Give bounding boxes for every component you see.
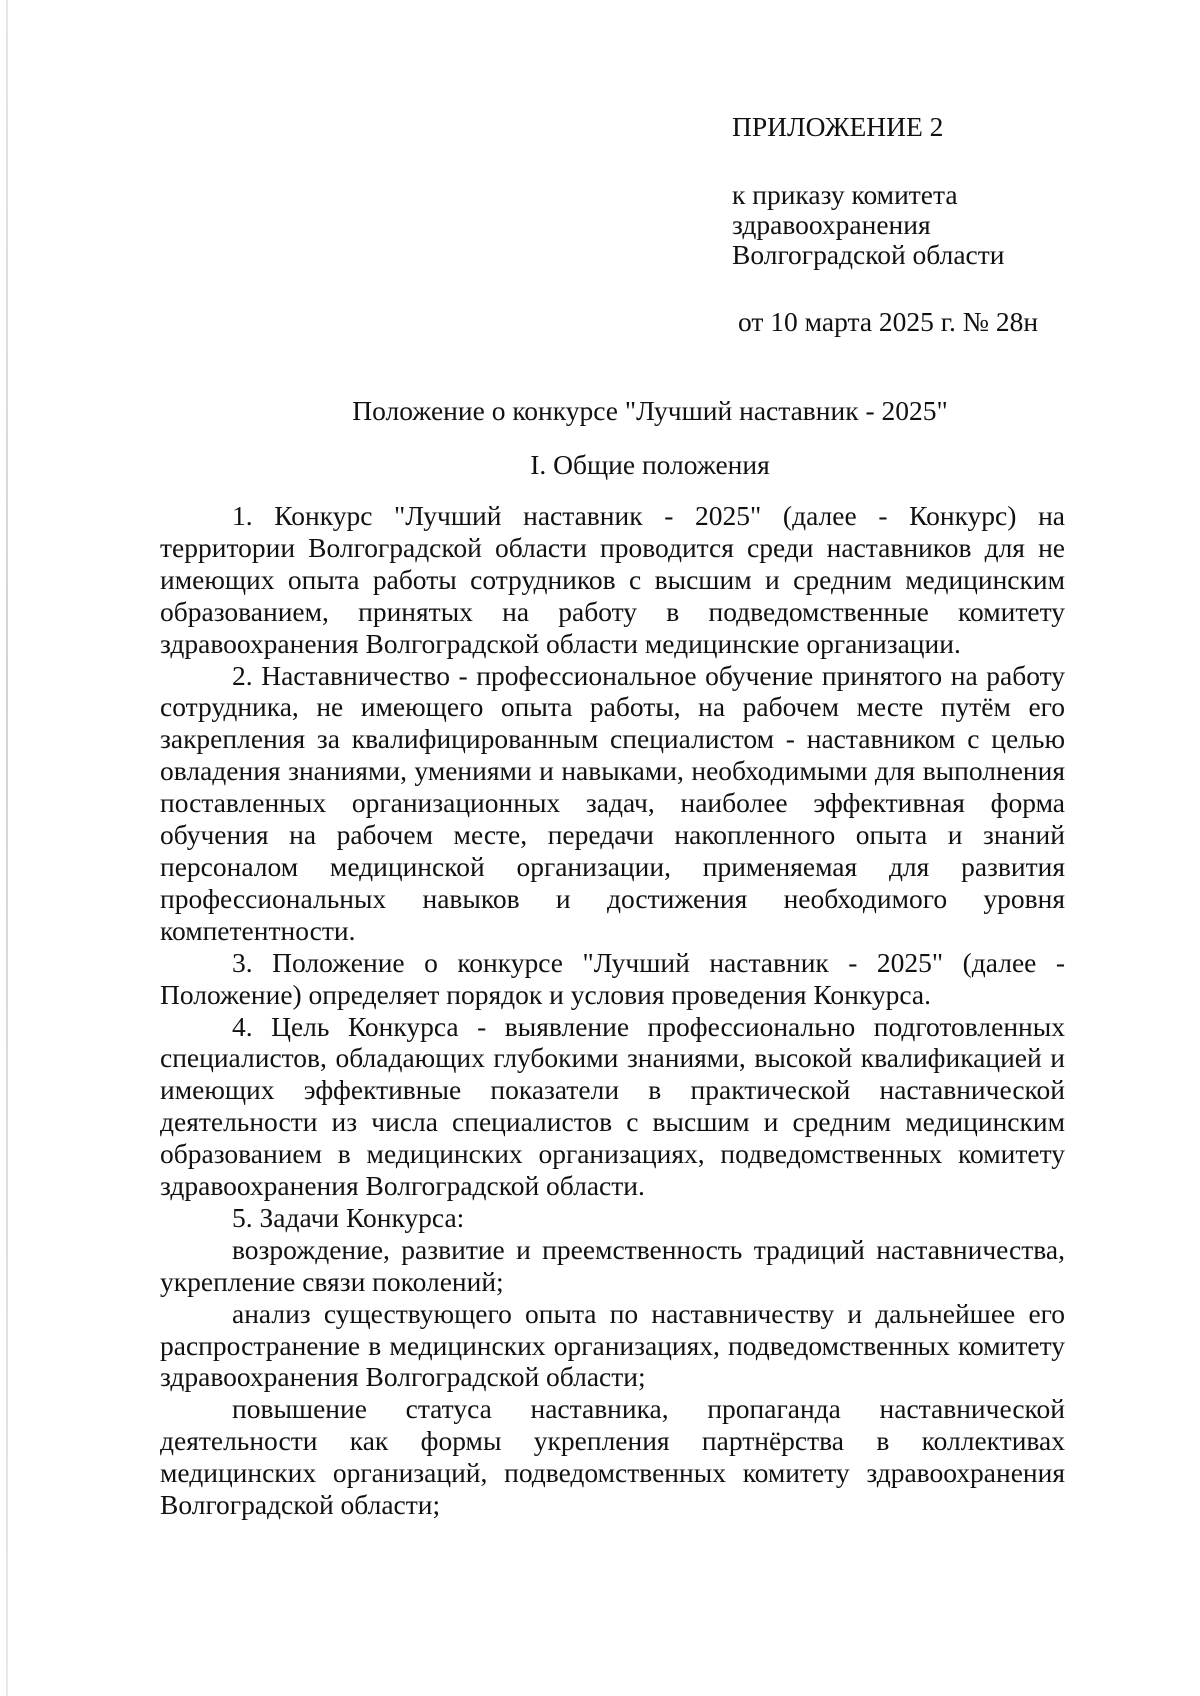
paragraph-4: 4. Цель Конкурса - выявление профессионально подготовленных специалистов, обладающих глубокими знаниями, высокой квалификацией и имеющих эффективные показатели в практической наставнической деятельности из числа специалистов с высшим и средним медицинским образованием в медицинских организациях, подведомственных комитету здравоохранения Волгоградской области.: [160, 1010, 1065, 1202]
task-item: повышение статуса наставника, пропаганда наставнической деятельности как формы укрепления партнёрства в коллективах медицинских организаций, подведомственных комитету здравоохранения Волгоградской области;: [160, 1393, 1065, 1521]
task-item: возрождение, развитие и преемственность традиций наставничества, укрепление связи поколений;: [160, 1233, 1065, 1297]
paragraph-1: 1. Конкурс "Лучший наставник - 2025" (далее - Конкурс) на территории Волгоградской области проводится среди наставников для не имеющих опыта работы сотрудников с высшим и средним медицинским образованием, принятых на работу в подведомственные комитету здравоохранения Волгоградской области медицинские организации.: [160, 500, 1065, 659]
paragraph-2: 2. Наставничество - профессиональное обучение принятого на работу сотрудника, не имеющего опыта работы, на рабочем месте путём его закрепления за квалифицированным специалистом - наставником с целью овладения знаниями, умениями и навыками, необходимыми для выполнения поставленных организационных задач, наиболее эффективная форма обучения на рабочем месте, передачи накопленного опыта и знаний персоналом медицинской организации, применяемая для развития профессиональных навыков и достижения необходимого уровня компетентности.: [160, 659, 1065, 946]
order-reference-line: Волгоградской области: [732, 239, 1005, 270]
appendix-title: ПРИЛОЖЕНИЕ 2: [732, 111, 944, 142]
paragraph-5: 5. Задачи Конкурса:: [232, 1201, 465, 1233]
order-date: от 10 марта 2025 г. № 28н: [738, 306, 1039, 337]
section-heading: I. Общие положения: [530, 449, 770, 480]
order-reference: [732, 180, 1004, 270]
document-title: Положение о конкурсе "Лучший наставник - 2025": [352, 395, 948, 426]
order-reference-line: здравоохранения: [732, 209, 931, 240]
task-item: анализ существующего опыта по наставничеству и дальнейшее его распространение в медицинских организациях, подведомственных комитету здравоохранения Волгоградской области;: [160, 1297, 1065, 1393]
order-reference-line: к приказу комитета: [732, 179, 958, 210]
paragraph-3: 3. Положение о конкурсе "Лучший наставник - 2025" (далее - Положение) определяет порядок и условия проведения Конкурса.: [160, 946, 1065, 1010]
document-body: [160, 500, 1065, 1521]
scan-edge-line: [6, 0, 8, 1696]
